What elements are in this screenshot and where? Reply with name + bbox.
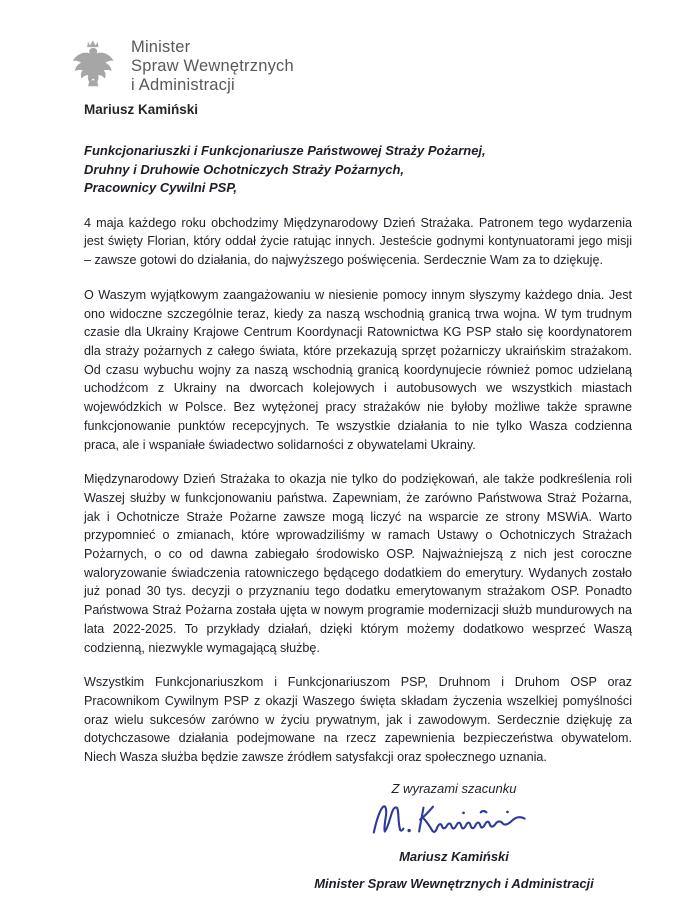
polish-eagle-logo: [70, 36, 118, 91]
signature-stroke-name-wave: [423, 817, 524, 832]
ministry-line: i Administracji: [131, 76, 235, 94]
paragraph-3: Międzynarodowy Dzień Strażaka to okazja nie tylko do podziękowań, ale także podkreślenia roli Waszej służby w funkcjonowaniu państwa. Zapewniam, że zarówno Państwowa Straż Pożarna, jak i Ochotnicze Straże Pożarne zawsze mogą liczyć na wsparcie ze strony MSWiA. Warto przypomnieć o zmianach, które wprowadziliśmy w ramach Ustawy o Ochotniczych Strażach Pożarnych, o co od dawna zabiegało środowisko OSP. Najważniejszą z nich jest coroczne waloryzowanie świadczenia ratowniczego będącego dodatkiem do emerytury. Wydanych zostało już ponad 30 tys. decyzji o przyznaniu tego dodatku emerytowanym strażakom OSP. Ponadto Państwowa Straż Pożarna została ujęta w nowym programie modernizacji służb mundurowych na lata 2022-2025. To przykłady działań, dzięki którym możemy dodatkowo wesprzeć Waszą codzienną, niezwykle wymagającą służbę.: [84, 472, 632, 655]
eagle-tail: [88, 80, 98, 86]
paragraph-1: 4 maja każdego roku obchodzimy Międzynarodowy Dzień Strażaka. Patronem tego wydarzenia jest święty Florian, który oddał życie ratując innych. Jesteście godnymi kontynuatorami jego misji – zawsze gotowi do działania, do najwyższego poświęcenia. Serdecznie Wam za to dziękuję.: [84, 215, 632, 268]
author-name: Mariusz Kamiński: [84, 102, 199, 117]
paragraph-4: Wszystkim Funkcjonariuszkom i Funkcjonariuszom PSP, Druhnom i Druhom OSP oraz Pracownikom Cywilnym PSP z okazji Waszego święta składam życzenia wszelkiej pomyślności oraz wielu sukcesów zarówno w życiu prywatnym, jak i zawodowym. Serdecznie dziękuję za dotychczasowe działania podejmowane na rzecz zapewnienia bezpieczeństwa obywatelom. Niech Wasza służba będzie zawsze źródłem satysfakcji oraz społecznego uznania.: [84, 675, 632, 765]
salutation-line: Druhny i Druhowie Ochotniczych Straży Pożarnych,: [84, 161, 405, 177]
valediction: Z wyrazami szacunku: [391, 780, 517, 796]
signature-period-dot: [407, 829, 410, 832]
signature-accent-kreska: [481, 811, 487, 812]
handwritten-signature: [289, 800, 619, 847]
signer-title: Minister Spraw Wewnętrznych i Administracji: [314, 875, 594, 891]
ministry-line: Spraw Wewnętrznych: [131, 57, 294, 75]
signer-name: Mariusz Kamiński: [399, 848, 509, 864]
ministry-name: [131, 36, 294, 95]
paragraph-2: O Waszym wyjątkowym zaangażowaniu w niesienie pomocy innym słyszymy każdego dnia. Jest ono widoczne szczególnie teraz, kiedy za naszą wschodnią granicą trwa wojna. W tym trudnym czasie dla Ukrainy Krajowe Centrum Koordynacji Ratownictwa KG PSP stało się koordynatorem dla straży pożarnych z całego świata, które przekazują sprzęt pożarniczy ukraińskim strażakom. Od czasu wybuchu wojny za naszą wschodnią granicą koordynujecie również pomoc udzielaną uchodźcom z Ukrainy na dworcach kolejowych i autobusowych we wszystkich miastach wojewódzkich w Polsce. Bez wytężonej pracy strażaków nie byłoby możliwe także sprawne funkcjonowanie punktów recepcyjnych. Te wszystkie działania to nie tylko Wasza codzienna praca, ale i wspaniałe świadectwo solidarności z obywatelami Ukrainy.: [84, 287, 632, 452]
closing-block: [289, 781, 619, 891]
signature-i-dot: [462, 811, 465, 814]
letter-body: [84, 142, 632, 891]
eagle-crown: [87, 40, 98, 47]
ministry-line: Minister: [131, 38, 191, 56]
salutation: [84, 142, 632, 198]
signature-stroke-m: [374, 806, 404, 832]
salutation-line: Pracownicy Cywilni PSP,: [84, 180, 237, 196]
salutation-line: Funkcjonariuszki i Funkcjonariusze Państwowej Straży Pożarnej,: [84, 143, 486, 158]
eagle-body: [73, 48, 114, 83]
letterhead: [70, 36, 294, 95]
signature-i-dot: [506, 810, 509, 813]
